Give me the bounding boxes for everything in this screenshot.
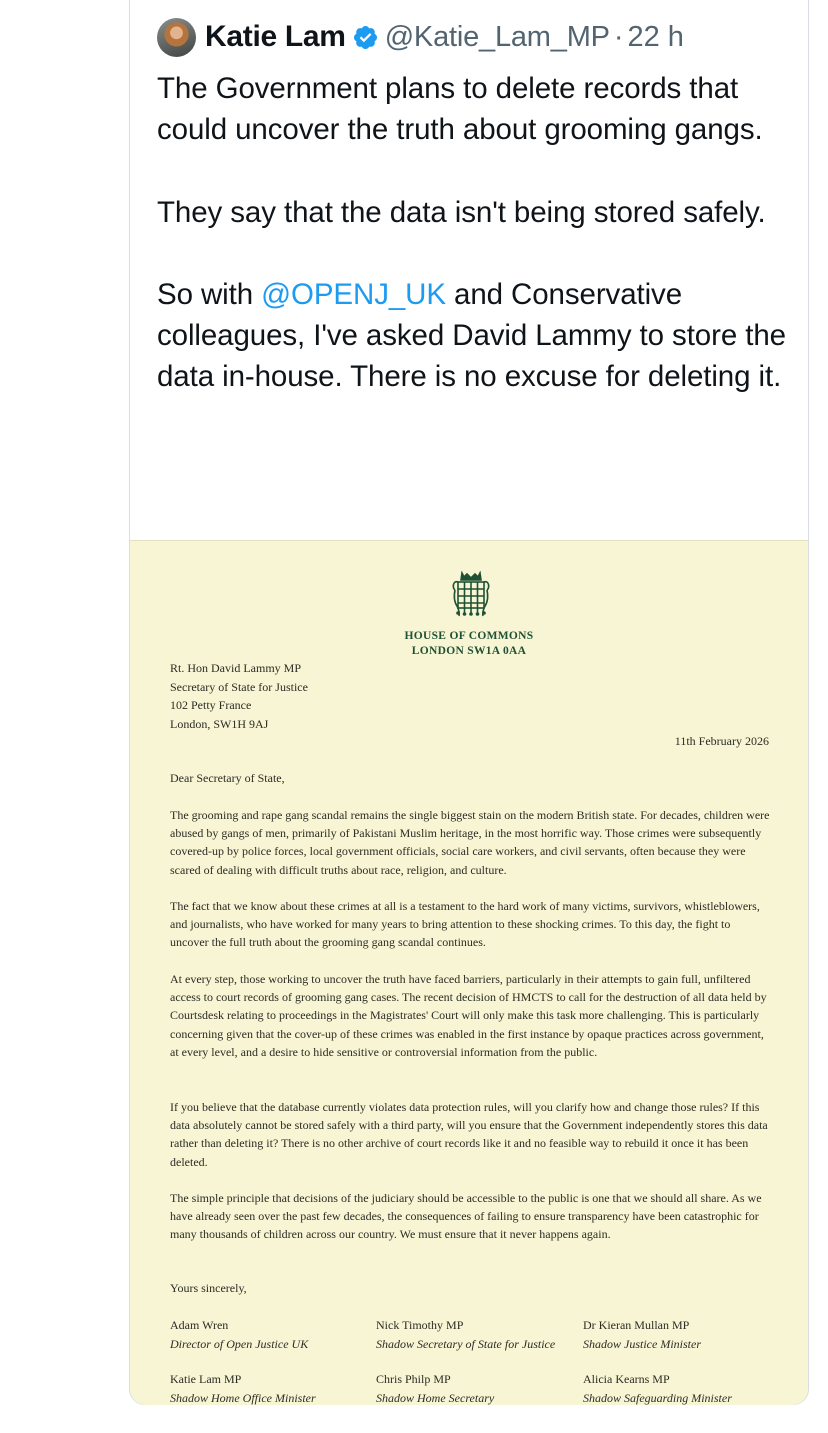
- recipient-address: [170, 659, 308, 733]
- tweet-paragraph-3: [157, 274, 787, 398]
- signatory: [583, 1370, 732, 1405]
- signatory: [376, 1370, 494, 1405]
- tweet-paragraph-1: The Government plans to delete records that could uncover the truth about grooming gangs.: [157, 72, 763, 147]
- recipient-line: Secretary of State for Justice: [170, 679, 308, 694]
- mention-link[interactable]: @OPENJ_UK: [261, 277, 446, 311]
- letter-paragraph-4: If you believe that the database currently violates data protection rules, will you clarify how and change those rules? If this data absolutely cannot be stored safely with a third party, will you ensure that the Government independently stores this data rather than deleting it? There is no other archive of court records like it and no feasible way to rebuild it once it has been deleted.: [170, 1100, 768, 1169]
- signatory-role: Shadow Home Secretary: [376, 1390, 495, 1405]
- signatory-role: Shadow Home Office Minister: [170, 1390, 316, 1405]
- letter-salutation: Dear Secretary of State,: [170, 771, 285, 785]
- letterhead-house-name: HOUSE OF COMMONS: [404, 630, 534, 642]
- tweet-header: [157, 16, 684, 58]
- letter-date: 11th February 2026: [674, 734, 769, 748]
- letter-closing: Yours sincerely,: [170, 1281, 247, 1295]
- tweet-paragraph-2: They say that the data isn't being stored safely.: [157, 195, 766, 229]
- signatory-role: Director of Open Justice UK: [170, 1336, 309, 1351]
- recipient-line: London, SW1H 9AJ: [170, 716, 269, 731]
- signatory-role: Shadow Justice Minister: [583, 1336, 701, 1351]
- letter-paragraph-1: The grooming and rape gang scandal remains the single biggest stain on the modern British state. For decades, children were abused by gangs of men, primarily of Pakistani Muslim heritage, in the most horrific way. Those crimes were subsequently covered-up by police forces, local government officials, social care workers, and civil servants, often because they were scared of dealing with difficult truths about race, religion, and culture.: [170, 808, 770, 877]
- signatory-name: Katie Lam MP: [170, 1372, 242, 1386]
- recipient-line: Rt. Hon David Lammy MP: [170, 661, 301, 675]
- signatory: [583, 1316, 701, 1353]
- signatory: [376, 1316, 555, 1353]
- signatory: [170, 1370, 316, 1405]
- signatory-name: Nick Timothy MP: [376, 1318, 464, 1332]
- portcullis-icon: [450, 571, 492, 619]
- letter-paragraph-2: The fact that we know about these crimes at all is a testament to the hard work of many victims, survivors, whistleblowers, and journalists, who have worked for many years to bring attention to these shocking crimes. To this day, the fight to uncover the full truth about the grooming gang scandal continues.: [170, 899, 760, 950]
- signatory-role: Shadow Safeguarding Minister: [583, 1390, 732, 1405]
- tweet-timestamp[interactable]: 22 h: [627, 20, 684, 53]
- tweet-body: [157, 68, 787, 439]
- author-handle[interactable]: @Katie_Lam_MP: [384, 20, 610, 53]
- verified-badge-icon[interactable]: [352, 24, 379, 51]
- signatory-name: Adam Wren: [170, 1318, 229, 1332]
- author-avatar[interactable]: [157, 18, 196, 57]
- letter-paragraph-5: The simple principle that decisions of the judiciary should be accessible to the public is one that we should all share. As we have already seen over the past few decades, the consequences of failing to ensure transparency have been catastrophic for many thousands of children across our country. We must ensure that it never happens again.: [170, 1191, 762, 1242]
- recipient-line: 102 Petty France: [170, 698, 252, 712]
- signatory-name: Alicia Kearns MP: [583, 1372, 670, 1386]
- letterhead-address: LONDON SW1A 0AA: [411, 645, 527, 657]
- letter-paragraph-3: At every step, those working to uncover the truth have faced barriers, particularly in their attempts to gain full, unfiltered access to court records of grooming gang cases. The recent decision of HMCTS to call for the destruction of all data held by Courtsdesk relating to proceedings in the Magistrates' Court will only make this task more challenging. This is particularly concerning given that the cover-up of these crimes was enabled in the first instance by opaque practices across government, at every level, and a desire to hide sensitive or controversial information from the public.: [170, 972, 767, 1059]
- signatory-name: Dr Kieran Mullan MP: [583, 1318, 690, 1332]
- tweet-paragraph-3-end: and Conservative colleagues, I've asked David Lammy to store the data in-house. There is no excuse for deleting it.: [157, 277, 786, 394]
- separator-dot: ·: [613, 20, 624, 53]
- letter-image[interactable]: [130, 540, 808, 1405]
- signatory-role: Shadow Secretary of State for Justice: [376, 1336, 556, 1351]
- author-name[interactable]: Katie Lam: [205, 20, 346, 53]
- signatory-name: Chris Philp MP: [376, 1372, 451, 1386]
- signatory: [170, 1316, 308, 1353]
- tweet-paragraph-3-start: So with: [157, 277, 262, 311]
